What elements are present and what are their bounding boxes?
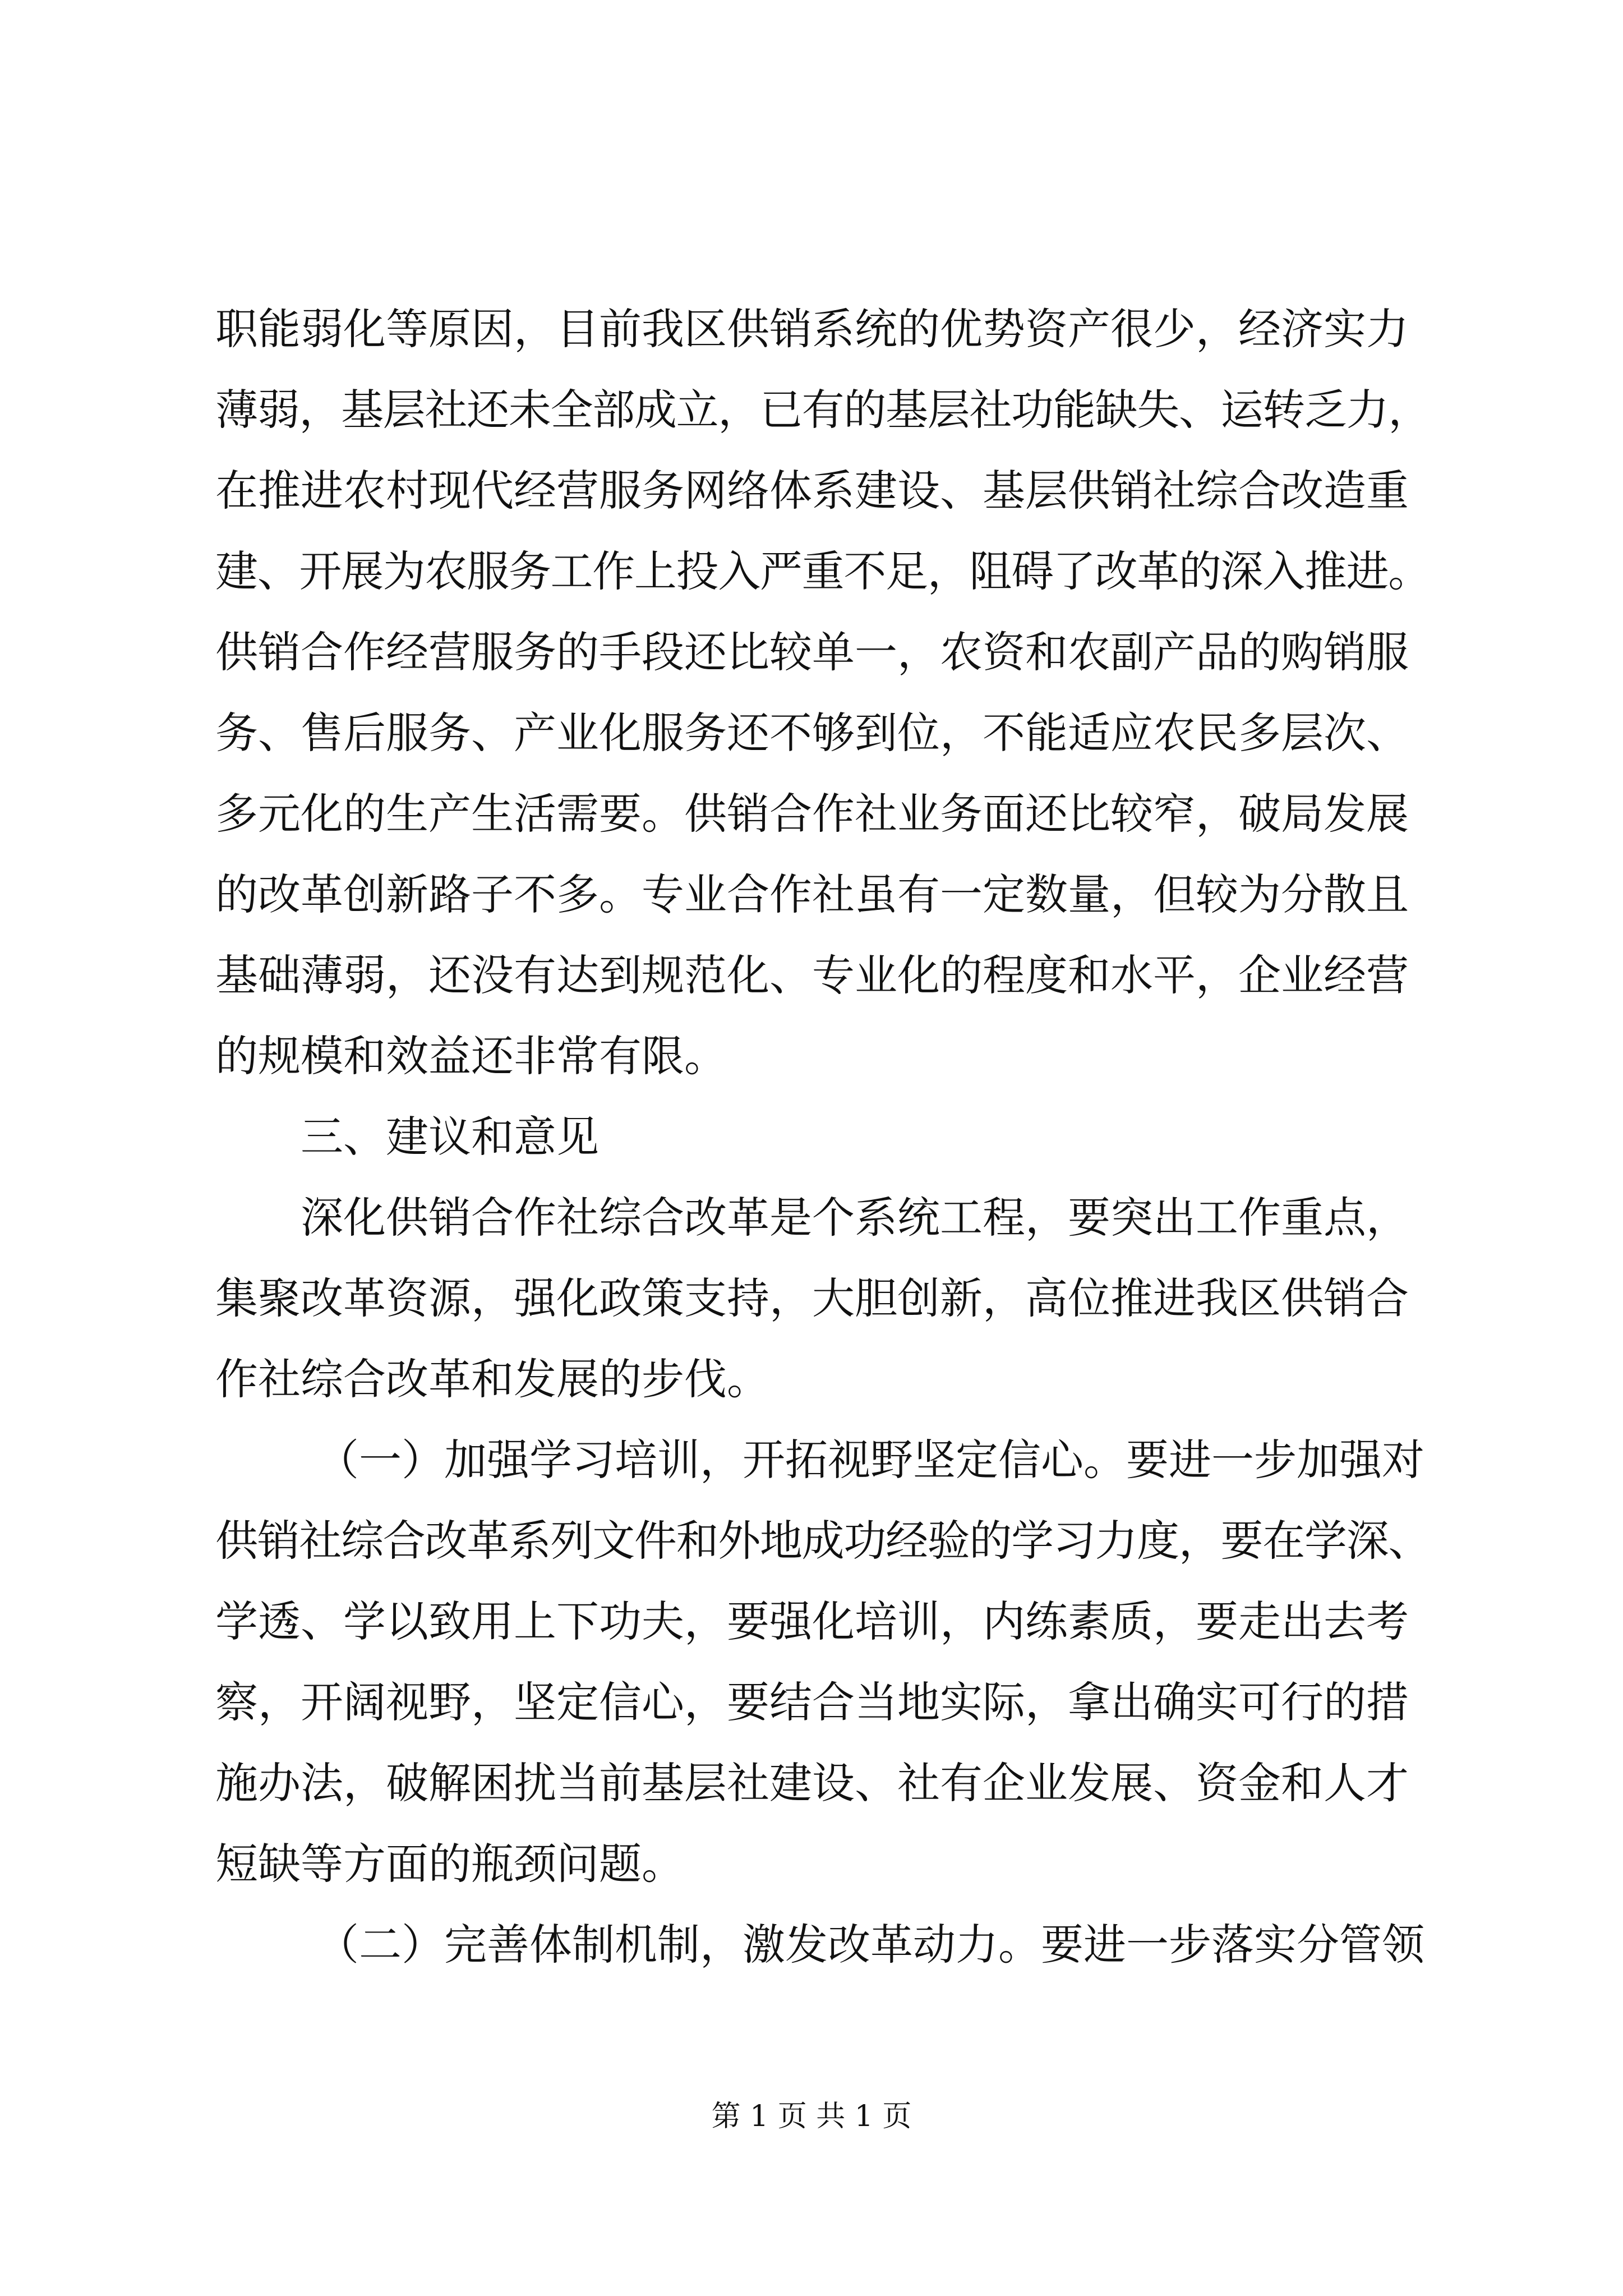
text-line: 在推进农村现代经营服务网络体系建设、基层供销社综合改造重: [215, 466, 1409, 516]
text-line: 基础薄弱，还没有达到规范化、专业化的程度和水平，企业经营: [215, 950, 1409, 1000]
text-line: 作社综合改革和发展的步伐。: [215, 1354, 769, 1404]
text-line: 供销社综合改革系列文件和外地成功经验的学习力度，要在学深、: [215, 1516, 1430, 1566]
text-line: （一）加强学习培训，开拓视野坚定信心。要进一步加强对: [316, 1435, 1424, 1485]
text-line: 多元化的生产生活需要。供销合作社业务面还比较窄，破局发展: [215, 789, 1409, 839]
page-footer: 第 1 页 共 1 页: [711, 2100, 912, 2133]
text-line: 短缺等方面的瓶颈问题。: [215, 1839, 684, 1889]
text-line: 职能弱化等原因，目前我区供销系统的优势资产很少，经济实力: [215, 304, 1409, 354]
text-line: 供销合作经营服务的手段还比较单一，农资和农副产品的购销服: [215, 627, 1409, 677]
text-line: 的规模和效益还非常有限。: [215, 1031, 727, 1081]
text-line: 深化供销合作社综合改革是个系统工程，要突出工作重点，: [301, 1193, 1409, 1243]
text-line: 集聚改革资源，强化政策支持，大胆创新，高位推进我区供销合: [215, 1273, 1409, 1323]
text-line: 的改革创新路子不多。专业合作社虽有一定数量，但较为分散且: [215, 869, 1409, 919]
text-line: 三、建议和意见: [301, 1112, 599, 1162]
text-line: 务、售后服务、产业化服务还不够到位，不能适应农民多层次、: [215, 708, 1409, 758]
text-line: 学透、学以致用上下功夫，要强化培训，内练素质，要走出去考: [215, 1596, 1409, 1646]
text-line: 察，开阔视野，坚定信心，要结合当地实际，拿出确实可行的措: [215, 1677, 1409, 1727]
text-line: （二）完善体制机制，激发改革动力。要进一步落实分管领: [316, 1920, 1424, 1970]
text-line: 建、开展为农服务工作上投入严重不足，阻碍了改革的深入推进。: [215, 546, 1430, 596]
document-body: [215, 289, 1430, 1985]
text-line: 施办法，破解困扰当前基层社建设、社有企业发展、资金和人才: [215, 1758, 1409, 1808]
text-line: 薄弱，基层社还未全部成立，已有的基层社功能缺失、运转乏力，: [215, 385, 1430, 435]
